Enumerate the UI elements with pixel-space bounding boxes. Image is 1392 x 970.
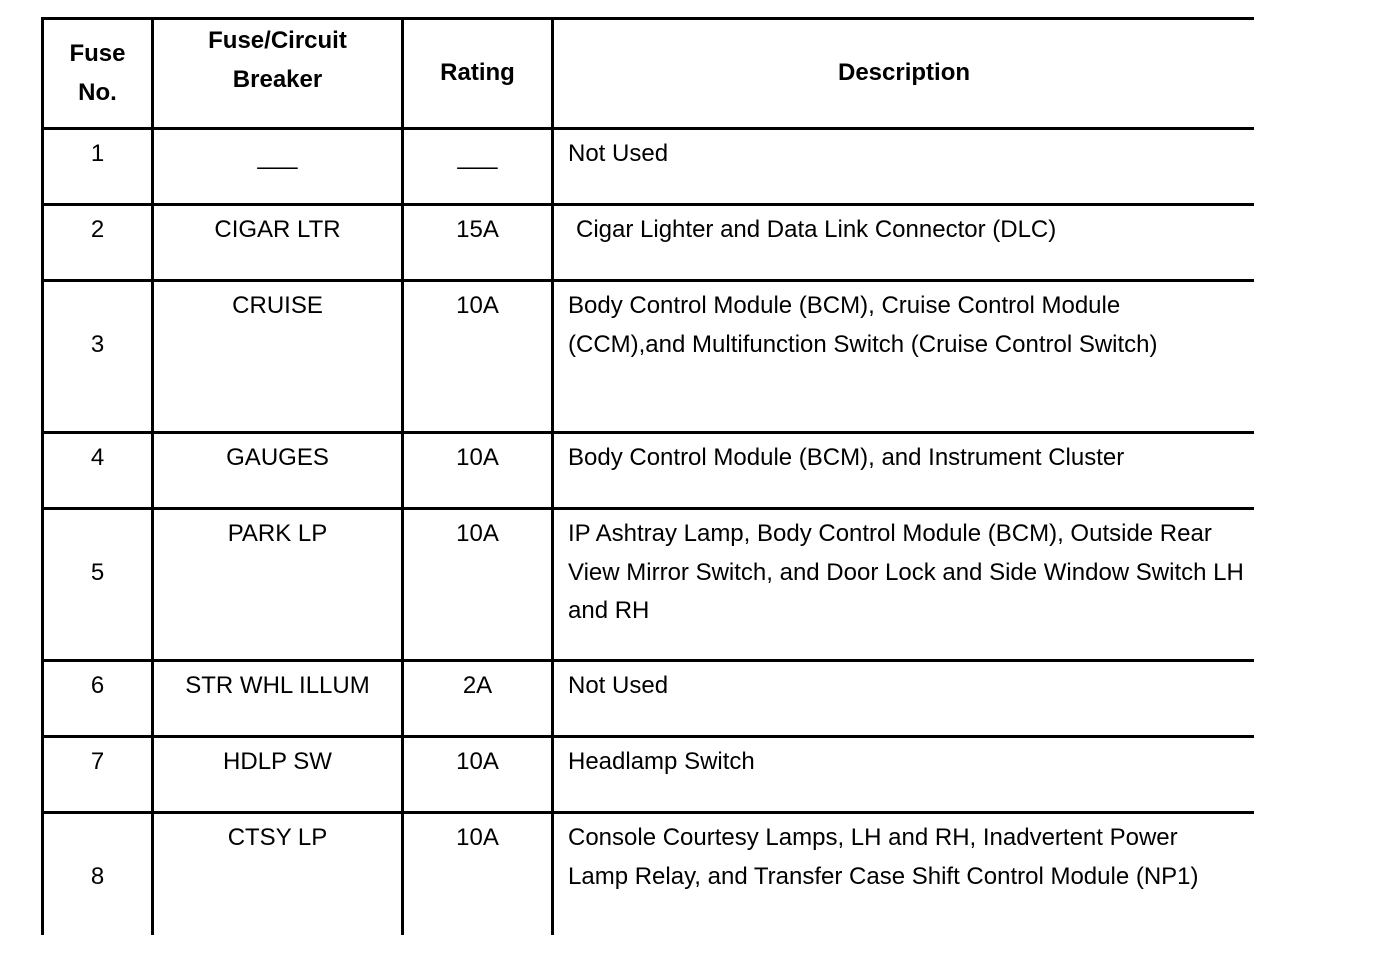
rating-cell: 10A (403, 433, 553, 509)
description-cell: Not Used (553, 661, 1255, 737)
fuse-table (41, 17, 1254, 935)
rating-cell: 10A (403, 281, 553, 433)
rating-cell: 10A (403, 737, 553, 813)
breaker-cell: CTSY LP (153, 813, 403, 936)
description-cell: Cigar Lighter and Data Link Connector (DLC) (553, 205, 1255, 281)
fuse-no-cell: 8 (43, 813, 153, 936)
table-row (43, 813, 1255, 936)
breaker-cell: GAUGES (153, 433, 403, 509)
header-fuse-no (43, 19, 153, 129)
breaker-cell: CIGAR LTR (153, 205, 403, 281)
description-cell: Headlamp Switch (553, 737, 1255, 813)
table-row (43, 661, 1255, 737)
fuse-no-cell: 6 (43, 661, 153, 737)
header-text: Fuse/Circuit (208, 27, 347, 54)
description-cell: Not Used (553, 129, 1255, 205)
table-row (43, 737, 1255, 813)
table-row (43, 509, 1255, 661)
header-text: No. (78, 78, 117, 106)
header-text: Breaker (232, 65, 323, 93)
breaker-cell (153, 129, 403, 205)
rating-cell (403, 129, 553, 205)
table-row (43, 433, 1255, 509)
breaker-cell: STR WHL ILLUM (153, 661, 403, 737)
fuse-no-cell: 7 (43, 737, 153, 813)
table-row (43, 281, 1255, 433)
breaker-dash: ___ (257, 143, 298, 170)
table-row (43, 205, 1255, 281)
rating-cell: 2A (403, 661, 553, 737)
description-cell: Body Control Module (BCM), and Instrument Cluster (553, 433, 1255, 509)
rating-cell: 10A (403, 509, 553, 661)
fuse-no-cell: 4 (43, 433, 153, 509)
fuse-table-container (41, 17, 1254, 935)
rating-cell: 10A (403, 813, 553, 936)
header-text: Fuse (69, 40, 126, 67)
header-rating: Rating (403, 19, 553, 129)
rating-cell: 15A (403, 205, 553, 281)
description-cell: Console Courtesy Lamps, LH and RH, Inadvertent Power Lamp Relay, and Transfer Case Shift Control Module (NP1) (553, 813, 1255, 936)
fuse-no-cell: 3 (43, 281, 153, 433)
breaker-cell: PARK LP (153, 509, 403, 661)
description-cell: Body Control Module (BCM), Cruise Control Module (CCM),and Multifunction Switch (Cruise Control Switch) (553, 281, 1255, 433)
fuse-no-cell: 2 (43, 205, 153, 281)
breaker-cell: CRUISE (153, 281, 403, 433)
fuse-no-cell: 5 (43, 509, 153, 661)
header-description: Description (553, 19, 1255, 129)
fuse-no-cell: 1 (43, 129, 153, 205)
rating-dash: ___ (457, 143, 498, 170)
header-breaker (153, 19, 403, 129)
breaker-cell: HDLP SW (153, 737, 403, 813)
table-row (43, 129, 1255, 205)
header-row (43, 19, 1255, 129)
description-cell: IP Ashtray Lamp, Body Control Module (BCM), Outside Rear View Mirror Switch, and Door Lock and Side Window Switch LH and RH (553, 509, 1255, 661)
